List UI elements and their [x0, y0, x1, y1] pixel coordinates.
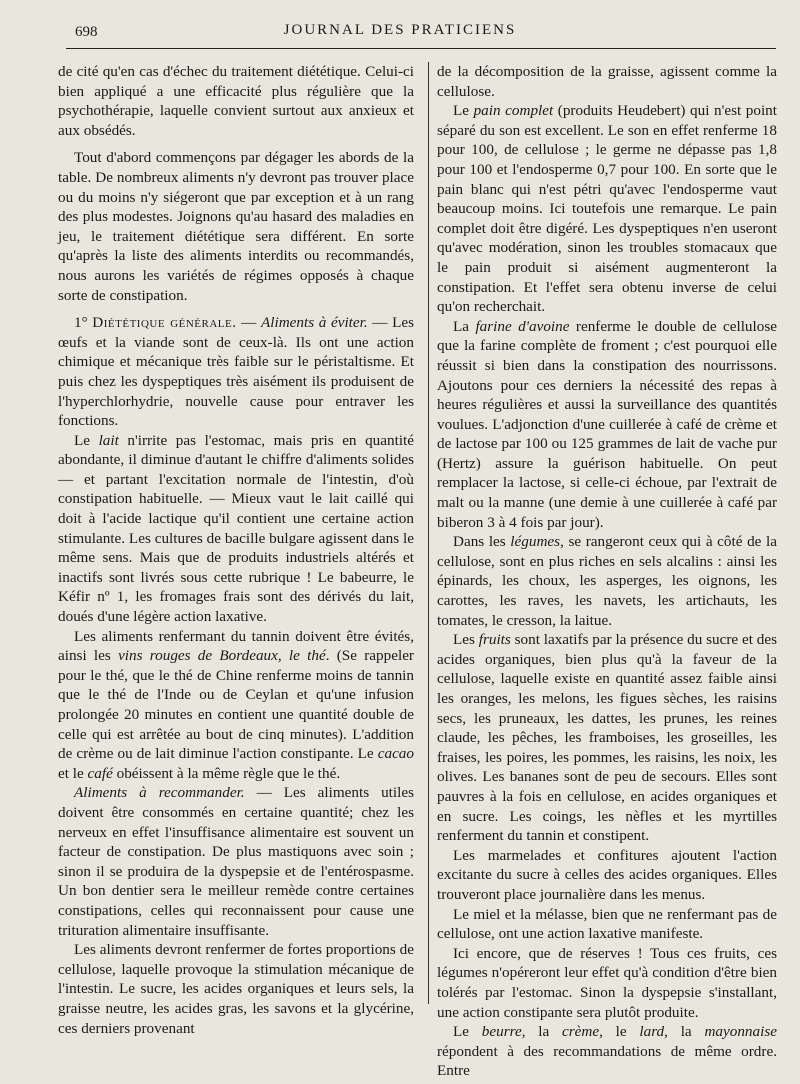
- text-run: pain complet: [473, 102, 554, 120]
- text-run: — Les aliments utiles doivent être consommés en certaine quantité; chez les nerveux en effet l'insuffisance alimentaire est souvent un facteur de constipation. De plus mastiquons avec soin ; sinon il se produira de la dyspepsie et de l'entérospasme. Un bon dentier sera le meilleur remède contre certaines constipations, celles qui reconnaissent pour cause une trituration alimentaire insuffisante.: [58, 784, 414, 939]
- paragraph: de cité qu'en cas d'échec du traitement diététique. Celui-ci bien appliqué a une efficacité plus régulière que la psychothérapie, laquelle convient surtout aux anxieux et aux obsédés.: [58, 63, 414, 139]
- text-run: café: [87, 764, 113, 782]
- text-run: farine d'avoine: [475, 317, 570, 335]
- text-run: lard: [639, 1023, 665, 1041]
- paragraph: [437, 532, 777, 630]
- paragraph: Ici encore, que de réserves ! Tous ces fruits, ces légumes n'opéreront leur effet qu'à condition d'être bien tolérés par l'estomac. Sinon la dyspepsie s'installant, une action constipante sera plutôt produite.: [437, 944, 777, 1021]
- text-run: beurre: [481, 1023, 522, 1041]
- paragraph: [437, 1022, 777, 1081]
- text-run: crème: [562, 1023, 600, 1041]
- text-run: 1°: [74, 314, 93, 332]
- paragraph: Les aliments devront renfermer de fortes proportions de cellulose, laquelle provoque la stimulation mécanique de l'intestin. Le sucre, les acides organiques et leurs sels, la graisse neutre, les acides gras, les savons et la glycérine, ces derniers provenant: [58, 941, 414, 1037]
- text-run: obéissent à la même règle que le thé.: [112, 764, 341, 782]
- text-run: lait: [98, 431, 119, 449]
- paragraph: de la décomposition de la graisse, agissent comme la cellulose.: [437, 63, 777, 100]
- text-run: vins rouges de Bordeaux, le thé: [118, 647, 326, 665]
- right-column: [437, 62, 777, 1081]
- text-run: et le: [58, 764, 88, 782]
- text-run: Aliments à recommander.: [74, 784, 245, 802]
- paragraph: [58, 313, 414, 431]
- column-divider: [428, 62, 429, 1004]
- paragraph: [437, 630, 777, 846]
- text-run: fruits: [478, 631, 511, 649]
- text-run: Dans les: [453, 533, 511, 551]
- text-run: Les aliments renfermant du tannin doivent être évités, ainsi les: [58, 627, 414, 665]
- journal-title: JOURNAL DES PRATICIENS: [283, 22, 517, 38]
- paragraph: Le miel et la mélasse, bien que ne renfermant pas de cellulose, ont une action laxative manifeste.: [437, 905, 777, 943]
- text-run: (produits Heudebert) qui n'est point séparé du son est excellent. Le son en effet renferme 18 pour 100, de cellulose ; le germe ne dépasse pas 1,8 pour 100 et l'endosperme 0,7 pour 100. En sorte que le pain blanc qui n'est pétri qu'avec l'endosperme vaut beaucoup moins. Ici toutefois une remarque. Le pain complet doit être digéré. Les dyspeptiques n'en useront qu'avec modération, sinon les troubles stomacaux que le pain produit si aisément augmenteront la constipation. Et l'effet sera obtenu inverse de celui qu'on recherchait.: [437, 102, 777, 316]
- text-run: —: [236, 314, 261, 332]
- text-run: , le: [599, 1023, 640, 1041]
- text-run: Aliments à éviter.: [260, 314, 368, 332]
- text-run: Les: [453, 631, 479, 649]
- text-run: légumes: [510, 533, 561, 551]
- text-run: n'irrite pas l'estomac, mais pris en quantité abondante, il diminue d'autant le chiffre d'aliments solides — et partant l'excitation normale de l'intestin, d'où constipation habituelle. — Mieux vaut le lait caillé qui doit à l'acide lactique qu'il contient une certaine action stimulante. Les cultures de bacille bulgare agissent dans le même sens. Mais que de produits industriels altérés et inactifs sont livrés sous cette rubrique ! Le babeurre, le Kéfir nº 1, les fromages frais sont des dérivés du lait, doués d'une légère action laxative.: [58, 431, 414, 626]
- text-run: Le: [74, 431, 99, 449]
- text-run: , la: [664, 1023, 705, 1041]
- text-run: , se rangeront ceux qui à côté de la cellulose, sont en plus riches en sels alcalins : ainsi les épinards, les choux, les asperges, les oignons, les carottes, les raves, les navets, les artichauts, les tomates, le cresson, la laitue.: [437, 533, 777, 629]
- text-run: sont laxatifs par la présence du sucre et des acides organiques, bien plus qu'à la faveur de la cellulose, laquelle existe en quantité assez faible ainsi les oranges, les melons, les figues sèches, les raisins secs, les pruneaux, les dattes, les prunes, les reines claude, les pêches, les framboises, les groseilles, les fraises, les poires, les pommes, les raisins, les noix, les olives. Les bananes sont de peu de secours. Elles sont pauvres à la fois en cellulose, en acides organiques et en sucre. Les coings, les nèfles et les myrtilles renferment du tannin et constipent.: [437, 631, 777, 845]
- text-run: cacao: [377, 745, 414, 763]
- text-run: Le: [453, 1023, 482, 1041]
- paragraph: Les marmelades et confitures ajoutent l'action excitante du sucre à celles des acides organiques. Elles trouveront place journalière dans les menus.: [437, 846, 777, 903]
- page-header: [0, 0, 800, 50]
- text-run: — Les œufs et la viande sont de ceux-là. Ils ont une action chimique et mécanique très faible sur le péristaltisme. Et puis chez les dyspeptiques très aisément ils produisent de l'hyperchlorhydrie, nouvelle cause pour entraver les fonctions.: [58, 314, 415, 430]
- paragraph: [58, 627, 414, 784]
- page-number: 698: [75, 24, 98, 40]
- text-run: , la: [521, 1023, 562, 1041]
- text-run: Le: [453, 102, 474, 120]
- text-run: . (Se rappeler pour le thé, que le thé de Chine renferme moins de tannin que le thé de l'Inde ou de Ceylan et qu'une infusion prolongée 20 minutes en contient une quantité double de celle qui est arrêtée au bout de cinq minutes). L'addition de crème ou de lait diminue l'action constipante. Le: [58, 647, 414, 763]
- text-run: renferme le double de cellulose que la farine complète de froment ; c'est pourquoi elle réussit si bien dans la constipation des nourrissons. Ajoutons pour ces derniers la nécessité des repas à heures régulières et aussi la surveillance des quantités voulues. L'adjonction d'une cuillerée à café de crème et de lactose par 100 ou 125 grammes de lait de vache pur (Hertz) assure la guérison habituelle. On peut remplacer la lactose, si celle-ci échoue, par l'extrait de malt ou la manne (une demie à une cuillerée à café par biberon 3 à 4 fois par jour).: [437, 317, 777, 531]
- paragraph: [58, 783, 414, 940]
- text-run: La: [453, 317, 476, 335]
- left-column: [58, 62, 414, 1038]
- text-run: Diététique générale.: [92, 314, 237, 332]
- header-rule: [66, 48, 776, 49]
- paragraph: Tout d'abord commençons par dégager les abords de la table. De nombreux aliments n'y devront pas trouver place ou du moins n'y siégeront que par exception et à un rang des plus modestes. Joignons qu'au hasard des maladies en jeu, le traitement diététique sera différent. En sorte qu'après la liste des aliments interdits ou recommandés, nous aurons les variétés de régimes opposés à chaque sorte de constipation.: [58, 149, 414, 304]
- paragraph: [437, 101, 777, 317]
- text-run: mayonnaise: [704, 1023, 777, 1041]
- paragraph: [437, 317, 777, 533]
- text-run: répondent à des recommandations de même ordre. Entre: [437, 1042, 777, 1080]
- paragraph: [58, 431, 414, 627]
